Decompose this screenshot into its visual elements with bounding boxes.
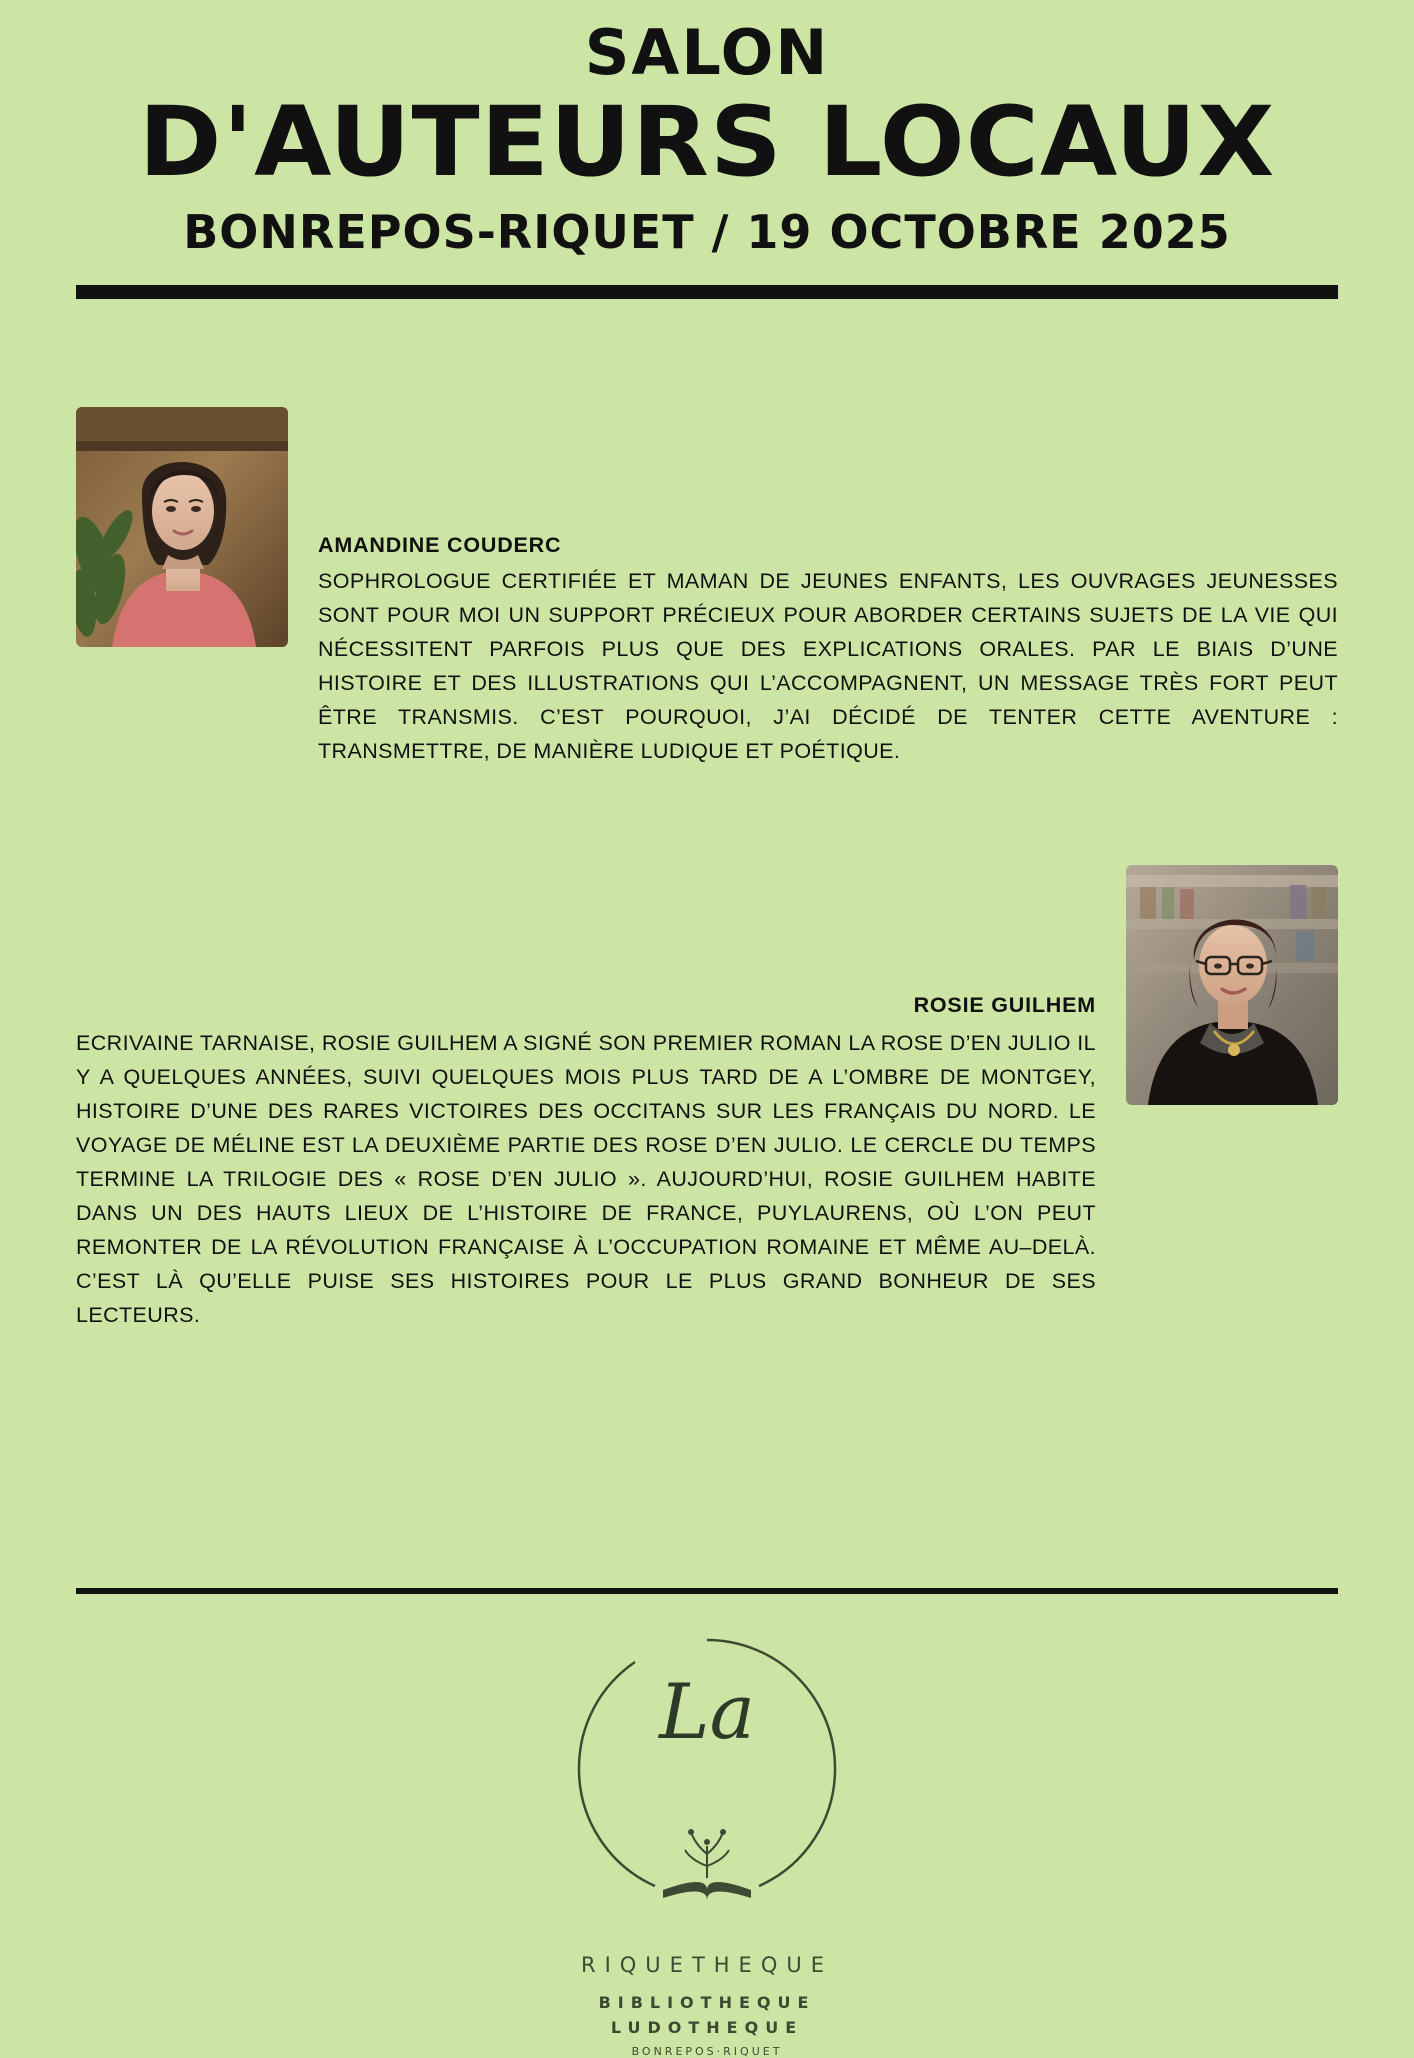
title-salon: SALON <box>584 16 830 89</box>
authors-section <box>0 407 1414 1332</box>
author-block-rosie <box>76 865 1338 1333</box>
author-name: AMANDINE COUDERC <box>318 533 562 558</box>
poster-header <box>0 0 1414 299</box>
author-name: ROSIE GUILHEM <box>913 993 1096 1018</box>
author-bio: ECRIVAINE TARNAISE, ROSIE GUILHEM A SIGNÉ SON PREMIER ROMAN LA ROSE D’EN JULIO IL Y A QUELQUES ANNÉES, SUIVI QUELQUES MOIS PLUS TARD DE A L’OMBRE DE MONTGEY, HISTOIRE D’UNE DES RARES VICTOIRES DES OCCITANS SUR LES FRANÇAIS DU NORD. LE VOYAGE DE MÉLINE EST LA DEUXIÈME PARTIE DES ROSE D’EN JULIO. LE CERCLE DU TEMPS TERMINE LA TRILOGIE DES « ROSE D’EN JULIO ». AUJOURD’HUI, ROSIE GUILHEM HABITE DANS UN DES HAUTS LIEUX DE L’HISTOIRE DE FRANCE, PUYLAURENS, OÙ L’ON PEUT REMONTER DE LA RÉVOLUTION FRANÇAISE À L’OCCUPATION ROMAINE ET MÊME AU–DELÀ. C’EST LÀ QU’ELLE PUISE SES HISTOIRES POUR LE PLUS GRAND BONHEUR DE SES LECTEURS. <box>76 1031 1096 1327</box>
logo-line-bibliotheque: BIBLIOTHEQUE <box>598 1993 816 2012</box>
header-divider <box>76 285 1338 299</box>
logo-graphic <box>557 1618 857 1948</box>
author-bio: SOPHROLOGUE CERTIFIÉE ET MAMAN DE JEUNES ENFANTS, LES OUVRAGES JEUNESSES SONT POUR MOI UN SUPPORT PRÉCIEUX POUR ABORDER CERTAINS SUJETS DE LA VIE QUI NÉCESSITENT PARFOIS PLUS QUE DES EXPLICATIONS ORALES. PAR LE BIAIS D’UNE HISTOIRE ET DES ILLUSTRATIONS QUI L’ACCOMPAGNENT, UN MESSAGE TRÈS FORT PEUT ÊTRE TRANSMIS. C’EST POURQUOI, J’AI DÉCIDÉ DE TENTER CETTE AVENTURE : TRANSMETTRE, DE MANIÈRE LUDIQUE ET POÉTIQUE. <box>318 569 1338 764</box>
author-block-amandine <box>76 407 1338 769</box>
author-text-amandine <box>318 407 1338 769</box>
title-main: D'AUTEURS LOCAUX <box>138 86 1276 198</box>
logo-name: RIQUETHEQUE <box>580 1953 833 1977</box>
footer-divider <box>76 1588 1338 1594</box>
portrait-amandine-couderc <box>76 407 288 647</box>
svg-text:La: La <box>659 1667 755 1756</box>
poster-subtitle: BONREPOS-RIQUET / 19 OCTOBRE 2025 <box>183 204 1231 259</box>
library-logo <box>0 1618 1414 2058</box>
portrait-rosie-guilhem <box>1126 865 1338 1105</box>
logo-line-location: BONREPOS·RIQUET <box>631 2045 783 2058</box>
logo-line-ludotheque: LUDOTHEQUE <box>610 2018 804 2037</box>
